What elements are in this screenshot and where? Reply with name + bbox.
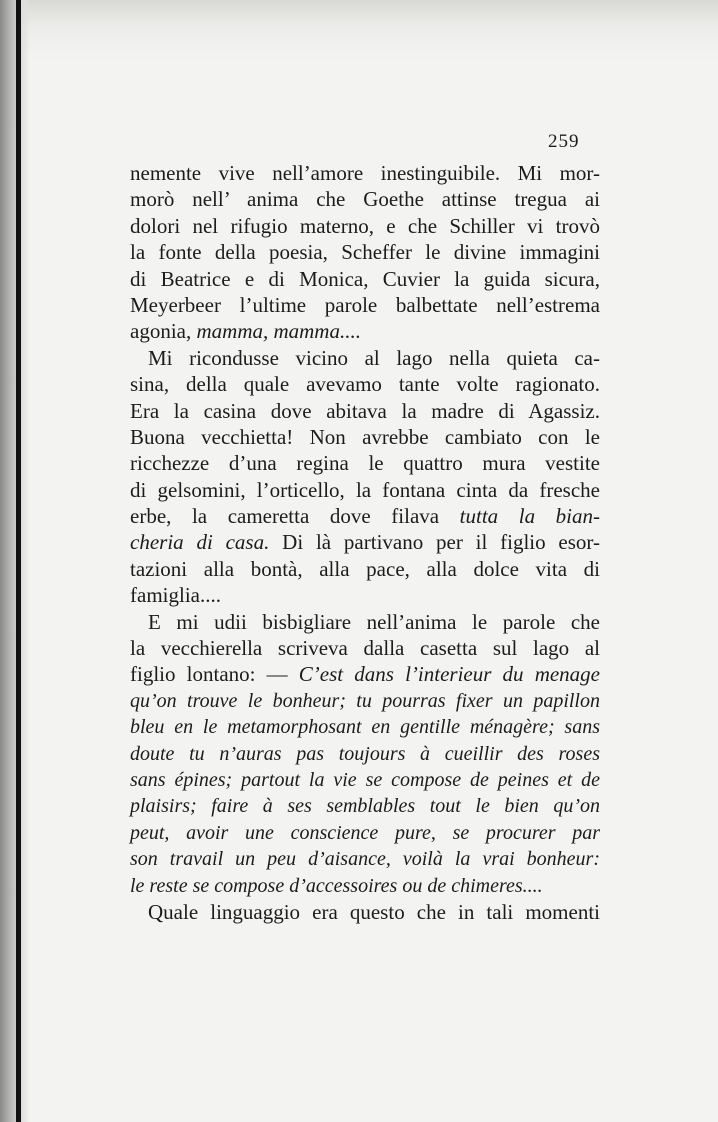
text-line: figlio lontano: — C’est dans l’interieur du menage	[130, 662, 601, 687]
paragraph-start-line: E mi udii bisbigliare nell’anima le parole che	[148, 609, 600, 634]
paragraph-start-line: Mi ricondusse vicino al lago nella quieta ca-	[148, 345, 600, 370]
text-line: ricchezze d’una regina le quattro mura vestite	[130, 451, 600, 476]
quote-line: le reste se compose d’accessoires ou de chimeres....	[130, 874, 543, 897]
quote-line: peut, avoir une conscience pure, se procurer par	[130, 821, 600, 844]
text-line: Era la casina dove abitava la madre di Agassiz.	[130, 398, 600, 423]
book-spine-edge	[16, 0, 21, 1122]
quote-line: doute tu n’auras pas toujours à cueillir des roses	[130, 742, 600, 765]
text-line: la vecchierella scriveva dalla casetta sul lago al	[130, 636, 600, 661]
text-line: tazioni alla bontà, alla pace, alla dolce vita di	[130, 556, 600, 581]
text-line: cheria di casa. Di là partivano per il figlio esor-	[130, 530, 600, 555]
body-text	[130, 160, 600, 925]
text-line: di Beatrice e di Monica, Cuvier la guida sicura,	[130, 266, 600, 291]
quote-line: son travail un peu d’aisance, voilà la vrai bonheur:	[130, 848, 600, 871]
page-number: 259	[548, 131, 580, 152]
paragraph-start-line: Quale linguaggio era questo che in tali momenti	[148, 899, 600, 924]
text-line: erbe, la cameretta dove filava tutta la bian-	[130, 504, 600, 529]
quote-line: bleu en le metamorphosant en gentille ménagère; sans	[130, 716, 600, 739]
text-line: famiglia....	[130, 583, 221, 608]
text-line: sina, della quale avevamo tante volte ragionato.	[130, 372, 600, 397]
text-line: morò nell’ anima che Goethe attinse tregua ai	[130, 187, 600, 212]
quote-line: qu’on trouve le bonheur; tu pourras fixer un papillon	[130, 689, 600, 712]
text-line: la fonte della poesia, Scheffer le divine immagini	[130, 240, 600, 265]
text-line: agonia, mamma, mamma....	[130, 319, 361, 344]
text-line: Meyerbeer l’ultime parole balbettate nell’estrema	[130, 292, 600, 317]
quote-line: plaisirs; faire à ses semblables tout le bien qu’on	[130, 795, 600, 818]
text-line: Buona vecchietta! Non avrebbe cambiato con le	[130, 424, 600, 449]
text-line: di gelsomini, l’orticello, la fontana cinta da fresche	[130, 477, 600, 502]
quote-line: sans épines; partout la vie se compose de peines et de	[130, 768, 600, 791]
text-line: nemente vive nell’amore inestinguibile. Mi mor-	[130, 161, 600, 185]
text-line: dolori nel rifugio materno, e che Schiller vi trovò	[130, 213, 600, 238]
page-top-shadow	[0, 0, 718, 60]
book-spine	[0, 0, 30, 1122]
